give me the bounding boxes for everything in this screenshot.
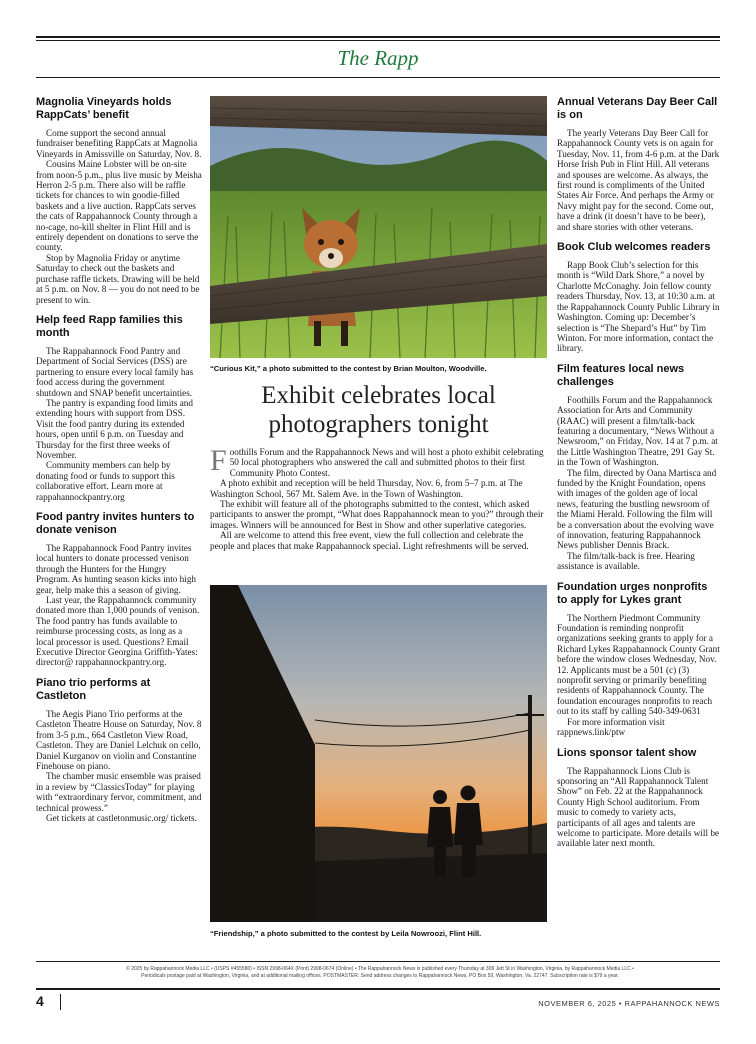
photo-caption: “Friendship,” a photo submitted to the contest by Leila Nowroozi, Flint Hill. <box>210 929 482 938</box>
brief-heading: Piano trio performs at Castleton <box>36 676 151 702</box>
brief-paragraph: The film, directed by Oana Martisca and funded by the Knight Foundation, opens with images of the golden age of local news, featuring the bustling newsroom of the Miami Herald. Following the film will be a conversation about the evolving wave of innovation, featuring Rappahannock News publisher Dennis Brack. <box>557 467 717 551</box>
section-title: The Rapp <box>337 46 419 70</box>
brief-heading: Book Club welcomes readers <box>557 241 711 254</box>
dateline: NOVEMBER 6, 2025 • RAPPAHANNOCK NEWS <box>538 999 720 1008</box>
legal-line: © 2025 by Rappahannock Media LLC • (USPS #455580) • ISSN 2998-064X (Print) 2998-0674 (Online) • The Rappahannock News is published every Thursday at 309 Jett St in Washington, Virginia, by Rappahannock Media LLC • <box>126 966 634 972</box>
brief-paragraph: Stop by Magnolia Friday or anytime Saturday to check out the baskets and purchase raffle tickets. Drawing will be held at 5 p.m. on Nov. 8 — you do not need to be present to win. <box>36 252 200 305</box>
story-paragraph: All are welcome to attend this free event, view the full collection and celebrate the people and places that make Rappahannock special. Light refreshments will be served. <box>210 530 529 551</box>
photo-caption: “Curious Kit,” a photo submitted to the contest by Brian Moulton, Woodville. <box>210 364 487 373</box>
photo-curious-kit <box>210 96 547 358</box>
brief-heading: Lions sponsor talent show <box>557 746 697 759</box>
top-rule-thin <box>36 40 720 41</box>
page-number: 4 <box>36 993 44 1009</box>
story-text: oothills Forum and the Rappahannock News and will host a photo exhibit celebrating 50 local photographers who answered the call and submitted photos to their first Community Photo Contest. <box>229 447 544 478</box>
brief-paragraph: The Northern Piedmont Community Foundation is reminding nonprofit organizations seeking grants to apply for a Richard Lykes Rappahannock County Grant before the window closes Wednesday, Nov. 12. Applicants must be a 501 (c) (3) nonprofit serving or primarily benefiting residents of Rappahannock County. The foundation encourages nonprofits to reach out to its staff by calling 540-349-0631 <box>557 612 720 717</box>
brief-heading: Food pantry invites hunters to donate venison <box>36 511 195 536</box>
brief-paragraph: Get tickets at castletonmusic.org/ tickets. <box>46 812 197 823</box>
brief-venison <box>36 511 202 668</box>
brief-book-club <box>557 241 720 354</box>
brief-paragraph: For more information visit rappnews.link/ptw <box>557 716 665 738</box>
story-paragraph: The exhibit will feature all of the photographs submitted to the contest, which asked participants to answer the prompt, “What does Rappahannock mean to you?” through their images. Winners will be announced for Best in Show and other superlative categories. <box>210 499 544 530</box>
brief-piano-trio <box>36 677 202 823</box>
brief-paragraph: The Rappahannock Lions Club is sponsoring an “All Rappahannock Talent Show” on Feb. 22 at the Rappahannock County High School auditorium. From music to comedy to variety acts, participants of all ages and talents are welcome to participate. More details will be available later next month. <box>557 765 720 849</box>
brief-heading: Annual Veterans Day Beer Call is on <box>557 96 718 121</box>
brief-paragraph: Cousins Maine Lobster will be on-site from noon-5 p.m., plus live music by Meisha Herron 2-5 p.m. There also will be raffle tickets for chances to win goodie-filled baskets and a live auction. RappCats serves the cats of Rappahannock County through a no-cage, no-kill shelter in Flint Hill and is entirely dependent on donations to serve the county. <box>36 159 202 253</box>
left-column <box>36 96 202 832</box>
photo-friendship <box>210 585 547 922</box>
brief-paragraph: The pantry is expanding food limits and extending hours with support from DSS. Visit the food pantry during its extended hours, open until 6 p.m. on Tuesday and Thursday for the first three weeks of November. <box>36 397 193 460</box>
brief-paragraph: The yearly Veterans Day Beer Call for Rappahannock County vets is on again for Tuesday, Nov. 11, from 4-6 p.m. at the Dark Horse Irish Pub in Flint Hill. All veterans and spouses are welcome. As always, the first round is compliments of the United States Air Force. And perhaps the Army or Navy might pay for the second. Come out, have a drink (it doesn’t have to be beer), and share stories with other veterans. <box>557 128 720 232</box>
feature-story <box>210 444 547 551</box>
brief-paragraph: The Rappahannock Food Pantry invites local hunters to donate processed venison through the Hunters for the Hungry Program. As hunting season kicks into high gear, help make this a season of giving. <box>36 543 197 595</box>
brief-paragraph: Foothills Forum and the Rappahannock Association for Arts and Community (RAAC) will present a film/talk-back featuring a documentary, “News Without a Newsroom,” on Friday, Nov. 14 at 7 p.m. at the Little Washington Theatre, 291 Gay St. in the Town of Washington. <box>557 394 718 468</box>
brief-talent-show <box>557 747 720 849</box>
footer-rule-top <box>36 961 720 962</box>
brief-paragraph: The chamber music ensemble was praised in a review by “ClassicsToday” for playing with “extraordinary fervor, commitment, and technical prowess.” <box>36 771 202 813</box>
page-number-divider <box>60 994 61 1010</box>
brief-paragraph: Come support the second annual fundraiser benefiting RappCats at Magnolia Vineyards in Amissville on Saturday, Nov. 8. <box>36 128 202 159</box>
feature-headline: Exhibit celebrates local photographers tonight <box>261 382 496 438</box>
top-rule-thick <box>36 36 720 38</box>
brief-food-pantry <box>36 314 202 502</box>
brief-rappcats <box>36 96 202 305</box>
brief-paragraph: Last year, the Rappahannock community donated more than 1,000 pounds of venison. The food pantry has funds available to reimburse processing costs, as long as a local processor is used. Questions? Email Executive Director Georgina Griffith-Yates: director@ rappahannockpantry.org. <box>36 595 200 668</box>
legal-line: Periodicals postage paid at Washington, Virginia, and at additional mailing offices. POSTMASTER: Send address changes to Rappahannock News, PO Box 59, Washington, Va. 22747. Subscription rate is $79 a year. <box>141 973 619 979</box>
section-rule <box>36 77 720 78</box>
brief-beer-call <box>557 96 720 232</box>
brief-heading: Magnolia Vineyards holds RappCats’ benefit <box>36 96 172 121</box>
brief-paragraph: The Aegis Piano Trio performs at the Castleton Theatre House on Saturday, Nov. 8 from 3-5 p.m., 664 Castleton View Road, Castleton. They are Daniel Lelchuk on cello, Daniel Kurganov on violin and Constantine Finehouse on piano. <box>36 708 202 771</box>
brief-paragraph: The Rappahannock Food Pantry and Department of Social Services (DSS) are partnering to ensure every local family has food access during the government shutdown and SNAP benefit uncertainties. <box>36 345 194 398</box>
story-paragraph: A photo exhibit and reception will be held Thursday, Nov. 6, from 5–7 p.m. at The Washington School, 567 Mt. Salem Ave. in the Town of Washington. <box>210 478 523 499</box>
footer-rule-bottom <box>36 988 720 990</box>
legal-notice <box>80 966 680 980</box>
right-column <box>557 96 720 858</box>
brief-paragraph: Community members can help by donating food or funds to support this collaborative effort. Learn more at rappahannockpantry.org <box>36 460 175 502</box>
brief-paragraph: Rapp Book Club’s selection for this month is “Wild Dark Shore,” a novel by Charlotte McConaghy. Join fellow county readers Thursday, Nov. 13, at 10:30 a.m. at the Rappahannock County Public Library in Washington. Coming up: December’s selection is “The Shepard’s Hut” by Tim Winton. For more information, contact the library. <box>557 260 720 354</box>
drop-cap: F <box>210 444 227 477</box>
brief-film <box>557 363 720 572</box>
brief-heading: Help feed Rapp families this month <box>36 313 183 339</box>
brief-heading: Foundation urges nonprofits to apply for Lykes grant <box>557 580 708 606</box>
brief-paragraph: The film/talk-back is free. Hearing assistance is available. <box>557 550 695 572</box>
brief-lykes-grant <box>557 581 720 738</box>
story-paragraph-lead <box>210 444 547 478</box>
brief-heading: Film features local news challenges <box>557 362 685 388</box>
